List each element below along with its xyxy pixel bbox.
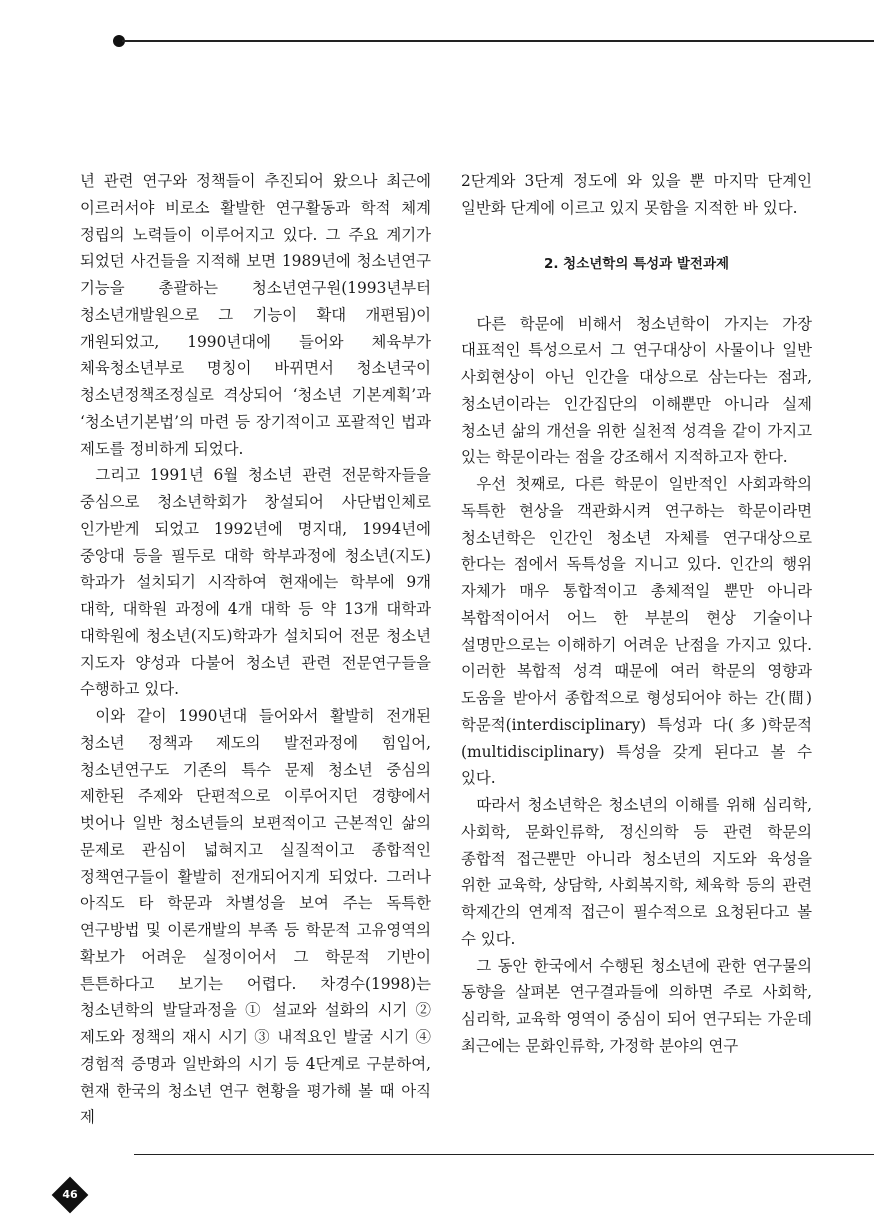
body-paragraph: 그 동안 한국에서 수행된 청소년에 관한 연구물의 동향을 살펴본 연구결과들에 의하면 주로 사회학, 심리학, 교육학 영역이 중심이 되어 연구되는 가운데 최근에는 문화인류학, 가정학 분야의 연구 [461,956,812,1055]
body-paragraph: 따라서 청소년학은 청소년의 이해를 위해 심리학, 사회학, 문화인류학, 정신의학 등 관련 학문의 종합적 접근뿐만 아니라 청소년의 지도와 육성을 위한 교육학, 상담학, 사회복지학, 체육학 등의 관련 학제간의 연계적 접근이 필수적으로 요청된다고 볼 수 있다. [461,796,812,948]
body-paragraph: 그리고 1991년 6월 청소년 관련 전문학자들을 중심으로 청소년학회가 창설되어 사단법인체로 인가받게 되었고 1992년에 명지대, 1994년에 중앙대 등을 필두로 대학 학부과정에 청소년(지도)학과가 설치되기 시작하여 현재에는 학부에 9개 대학, 대학원 과정에 4개 대학 등 약 13개 대학과 대학원에 청소년(지도)학과가 설치되어 전문 청소년 지도자 양성과 다불어 청소년 관련 전문연구들을 수행하고 있다. [80,466,431,699]
header-rule [122,40,874,42]
section-heading: 2. 청소년학의 특성과 발전과제 [543,255,730,272]
right-column [461,168,812,1060]
body-paragraph: 2단계와 3단계 정도에 와 있을 뿐 마지막 단계인 일반화 단계에 이르고 있지 못함을 지적한 바 있다. [461,172,812,217]
left-column [80,168,431,1131]
body-paragraph: 이와 같이 1990년대 들어와서 활발히 전개된 청소년 정책과 제도의 발전과정에 힘입어, 청소년연구도 기존의 특수 문제 청소년 중심의 제한된 주제와 단편적으로 이루어지던 경향에서 벗어나 일반 청소년들의 보편적이고 근본적인 삶의 문제로 관심이 넓혀지고 실질적이고 종합적인 정책연구들이 활발히 전개되어지게 되었다. 그러나 아직도 타 학문과 차별성을 보여 주는 독특한 연구방법 및 이론개발의 부족 등 학문적 고유영역의 확보가 어려운 실정이어서 그 학문적 기반이 튼튼하다고 보기는 어렵다. 차경수(1998)는 청소년학의 발달과정을 ① 설교와 설화의 시기 ② 제도와 정책의 재시 시기 ③ 내적요인 발굴 시기 ④ 경험적 증명과 일반화의 시기 등 4단계로 구분하여, 현재 한국의 청소년 연구 현황을 평가해 볼 때 아직 제 [80,707,431,1127]
body-paragraph: 년 관련 연구와 정책들이 추진되어 왔으나 최근에 이르러서야 비로소 활발한 연구활동과 학적 체계 정립의 노력들이 이루어지고 있다. 그 주요 계기가 되었던 사건들을 지적해 보면 1989년에 청소년연구 기능을 총괄하는 청소년연구원(1993년부터 청소년개발원으로 그 기능이 확대 개편됨)이 개원되었고, 1990년대에 들어와 체육부가 체육청소년부로 명칭이 바뀌면서 청소년국이 청소년정책조정실로 격상되어 ‘청소년 기본계획’과 ‘청소년기본법’의 마련 등 장기적이고 포괄적인 법과 제도를 정비하게 되었다. [80,172,431,458]
body-paragraph: 다른 학문에 비해서 청소년학이 가지는 가장 대표적인 특성으로서 그 연구대상이 사물이나 일반 사회현상이 아닌 인간을 대상으로 삼는다는 점과, 청소년이라는 인간집단의 이해뿐만 아니라 실제 청소년 삶의 개선을 위한 실천적 성격을 같이 가지고 있는 학문이라는 점을 강조해서 지적하고자 한다. [461,314,812,467]
body-paragraph: 우선 첫째로, 다른 학문이 일반적인 사회과학의 독특한 현상을 객관화시켜 연구하는 학문이라면 청소년학은 인간인 청소년 자체를 연구대상으로 한다는 점에서 독특성을 지니고 있다. 인간의 행위 자체가 매우 통합적이고 총체적일 뿐만 아니라 복합적이어서 어느 한 부분의 현상 기술이나 설명만으로는 이해하기 어려운 난점을 가지고 있다. 이러한 복합적 성격 때문에 여러 학문의 영향과 도움을 받아서 종합적으로 형성되어야 하는 간(間)학문적(interdisciplinary) 특성과 다(多)학문적(multidisciplinary) 특성을 갖게 된다고 볼 수 있다. [461,475,812,788]
page-number: 46 [62,1188,78,1201]
footer-rule [134,1154,874,1155]
